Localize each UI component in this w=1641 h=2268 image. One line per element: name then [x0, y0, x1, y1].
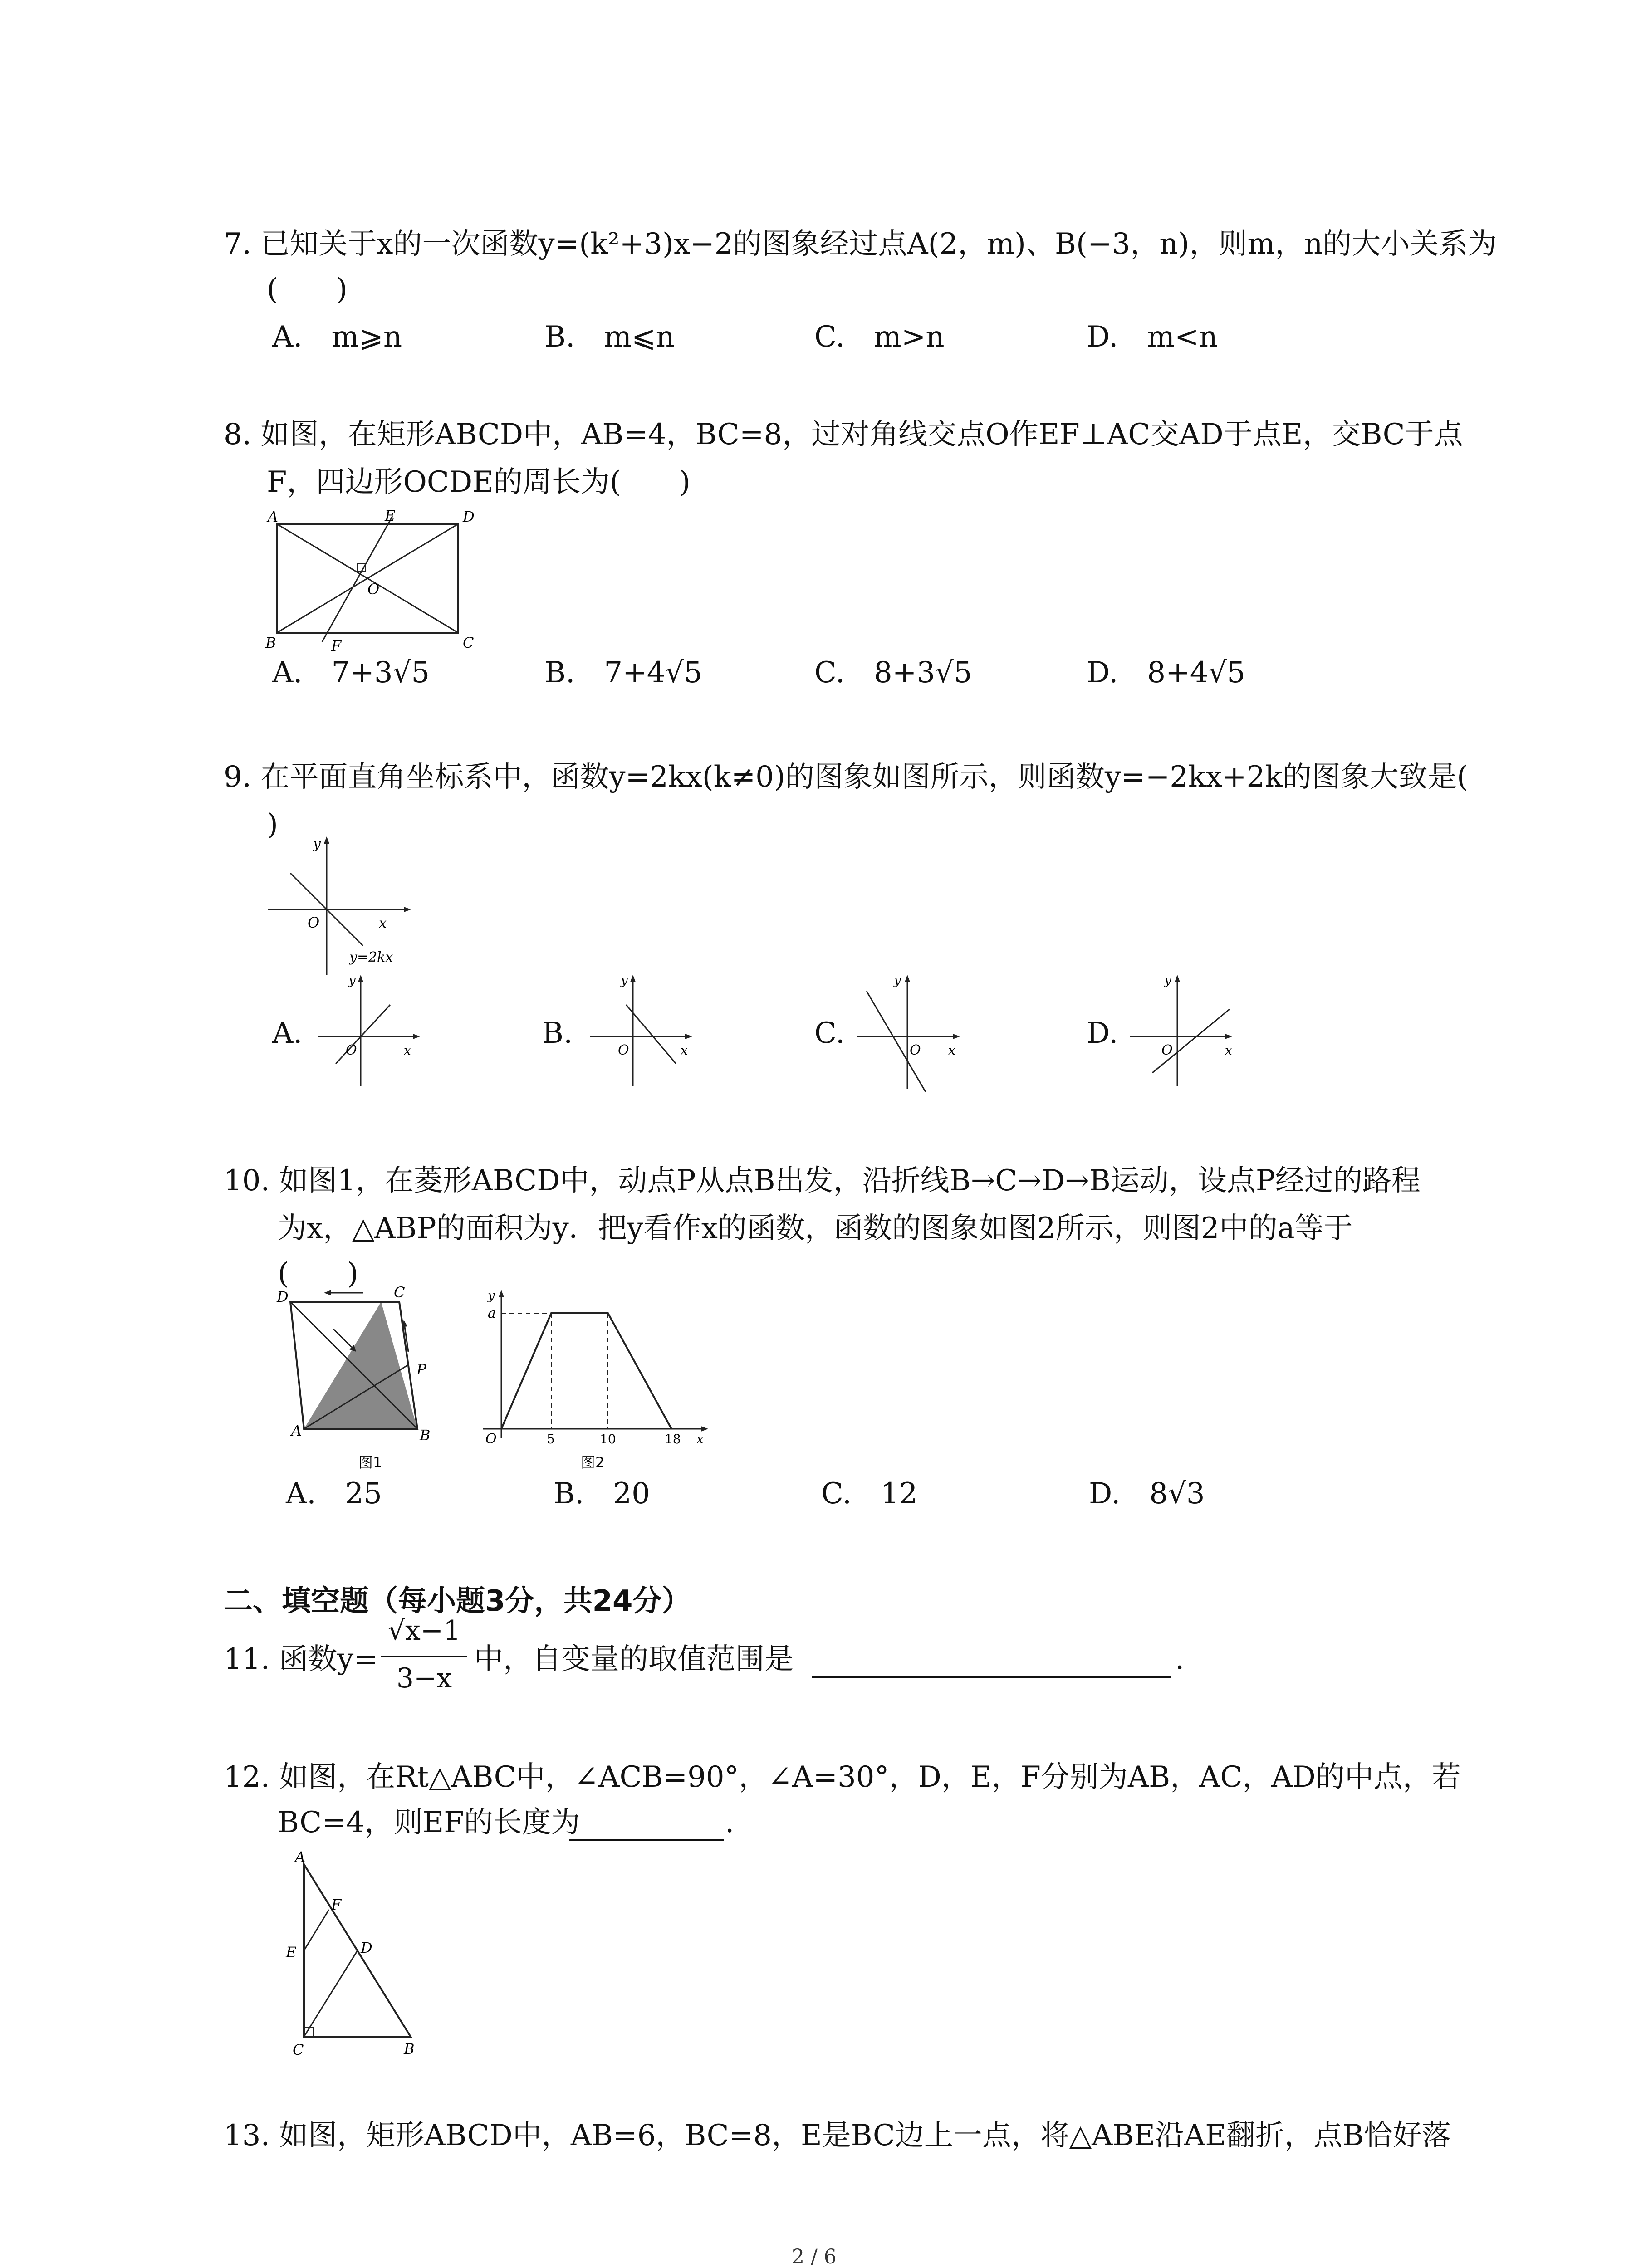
q7-option-a: A. m⩾n: [272, 320, 402, 354]
q10-option-d: D. 8√3: [1089, 1477, 1205, 1510]
q9-text-line1: 9. 在平面直角坐标系中，函数y=2kx(k≠0)的图象如图所示，则函数y=−2kx+2k的图象大致是(: [224, 760, 1468, 794]
q9-main-graph: [259, 835, 422, 984]
q8-rectangle-figure: [259, 503, 476, 658]
q7-text-line1: 7. 已知关于x的一次函数y=(k²+3)x−2的图象经过点A(2，m)、B(−3，n)，则m，n的大小关系为: [224, 227, 1497, 261]
q9-option-d-graph: [1125, 973, 1243, 1091]
q9-main-label-origin: O: [308, 914, 320, 931]
q9d-label-x: x: [1225, 1043, 1232, 1058]
q10-option-b: B. 20: [554, 1477, 650, 1510]
q10-fig1-label-c: C: [394, 1284, 405, 1301]
q10-option-c: C. 12: [821, 1477, 918, 1510]
q8-option-c: C. 8+3√5: [814, 656, 972, 689]
q9c-label-y: y: [894, 973, 901, 987]
q11-prefix: 11. 函数y=: [224, 1642, 378, 1676]
q9b-label-y: y: [621, 973, 628, 987]
q10-fig1-label-a: A: [291, 1422, 302, 1439]
q9-option-c-label: C.: [814, 1017, 845, 1050]
q10-fig1-label-p: P: [416, 1361, 426, 1378]
q8-label-o: O: [367, 581, 380, 598]
q7-text-line2: ( ): [267, 273, 348, 306]
q10-rhombus-figure: [272, 1284, 445, 1474]
q10-fig2-tick-18: 18: [665, 1432, 681, 1447]
q12-label-c: C: [293, 2041, 304, 2058]
q9a-label-y: y: [348, 973, 356, 987]
q12-end: .: [725, 1806, 735, 1839]
q12-triangle-figure: [277, 1846, 431, 2059]
q9-option-c-graph: [853, 973, 971, 1095]
q10-fig2-label-a: a: [488, 1305, 496, 1321]
page-number: 2 / 6: [792, 2245, 837, 2268]
q9-option-b-label: B.: [542, 1017, 573, 1050]
q12-text-line1: 12. 如图，在Rt△ABC中，∠ACB=90°，∠A=30°，D，E，F分别为AB，AC，AD的中点，若: [224, 1760, 1461, 1794]
q12-label-b: B: [404, 2040, 415, 2058]
q10-text-line1: 10. 如图1，在菱形ABCD中，动点P从点B出发，沿折线B→C→D→B运动，设点P经过的路程: [224, 1164, 1421, 1198]
q9b-label-x: x: [681, 1043, 688, 1058]
q11-denominator: 3−x: [396, 1662, 452, 1694]
q10-fig2-label-origin: O: [485, 1431, 497, 1447]
q10-fig2-label-x: x: [696, 1432, 704, 1447]
q8-option-d: D. 8+4√5: [1087, 656, 1245, 689]
q10-fig2-tick-10: 10: [600, 1432, 616, 1447]
q8-label-f: F: [331, 637, 342, 655]
q10-fig2-label-y: y: [488, 1288, 495, 1303]
q11-answer-blank[interactable]: [812, 1676, 1171, 1678]
q9b-label-origin: O: [618, 1042, 629, 1058]
q10-fig2-tick-5: 5: [547, 1432, 555, 1447]
q9a-label-x: x: [404, 1043, 411, 1058]
q8-label-e: E: [385, 507, 396, 524]
q10-fig2-caption: 图2: [581, 1454, 605, 1471]
q10-fig1-caption: 图1: [358, 1454, 382, 1471]
q10-text-line2: 为x，△ABP的面积为y．把y看作x的函数，函数的图象如图2所示，则图2中的a等于: [278, 1212, 1353, 1245]
q8-label-d: D: [463, 508, 475, 525]
q9-text-line2: ): [267, 808, 278, 841]
q10-fig1-label-d: D: [277, 1288, 289, 1305]
q9-option-d-label: D.: [1087, 1017, 1118, 1050]
q9d-label-origin: O: [1161, 1042, 1173, 1058]
q13-text-line1: 13. 如图，矩形ABCD中，AB=6，BC=8，E是BC边上一点，将△ABE沿AE翻折，点B恰好落: [224, 2119, 1451, 2152]
q11-suffix: 中，自变量的取值范围是: [474, 1642, 794, 1676]
q8-label-a: A: [268, 508, 279, 525]
q10-option-a: A. 25: [286, 1477, 382, 1510]
q8-text-line1: 8. 如图，在矩形ABCD中，AB=4，BC=8，过对角线交点O作EF⊥AC交AD于点E，交BC于点: [224, 418, 1463, 451]
q9d-label-y: y: [1164, 973, 1171, 987]
q9-main-label-fn: y=2kx: [349, 949, 393, 965]
q11-numerator: √x−1: [387, 1615, 461, 1647]
q10-function-graph: [465, 1284, 719, 1474]
q8-label-b: B: [265, 634, 276, 651]
q9a-label-origin: O: [346, 1042, 357, 1058]
q8-option-b: B. 7+4√5: [544, 656, 702, 689]
q8-label-c: C: [463, 634, 474, 651]
q9c-label-x: x: [948, 1043, 955, 1058]
q12-label-f: F: [331, 1896, 342, 1913]
q7-option-b: B. m⩽n: [544, 320, 675, 354]
q12-label-e: E: [286, 1944, 297, 1961]
q8-option-a: A. 7+3√5: [272, 656, 430, 689]
q12-answer-blank[interactable]: [569, 1839, 724, 1841]
q10-text-line3: ( ): [278, 1257, 358, 1290]
section2-title: 二、填空题（每小题3分，共24分）: [224, 1584, 691, 1618]
q9-main-label-x: x: [379, 915, 387, 931]
q10-fig1-label-b: B: [420, 1427, 431, 1444]
q11-end: .: [1175, 1642, 1185, 1676]
q9c-label-origin: O: [910, 1042, 921, 1058]
q8-text-line2: F，四边形OCDE的周长为( ): [267, 465, 691, 499]
q9-option-a-graph: [313, 973, 431, 1091]
q9-option-a-label: A.: [272, 1017, 303, 1050]
q7-option-d: D. m<n: [1087, 320, 1218, 354]
q7-option-c: C. m>n: [814, 320, 945, 354]
q12-label-d: D: [361, 1939, 372, 1956]
q12-label-a: A: [295, 1848, 306, 1866]
q9-main-label-y: y: [313, 836, 321, 852]
q11-fraction-bar: [381, 1656, 467, 1657]
q12-text-line2: BC=4，则EF的长度为: [278, 1806, 580, 1839]
q9-option-b-graph: [585, 973, 703, 1091]
